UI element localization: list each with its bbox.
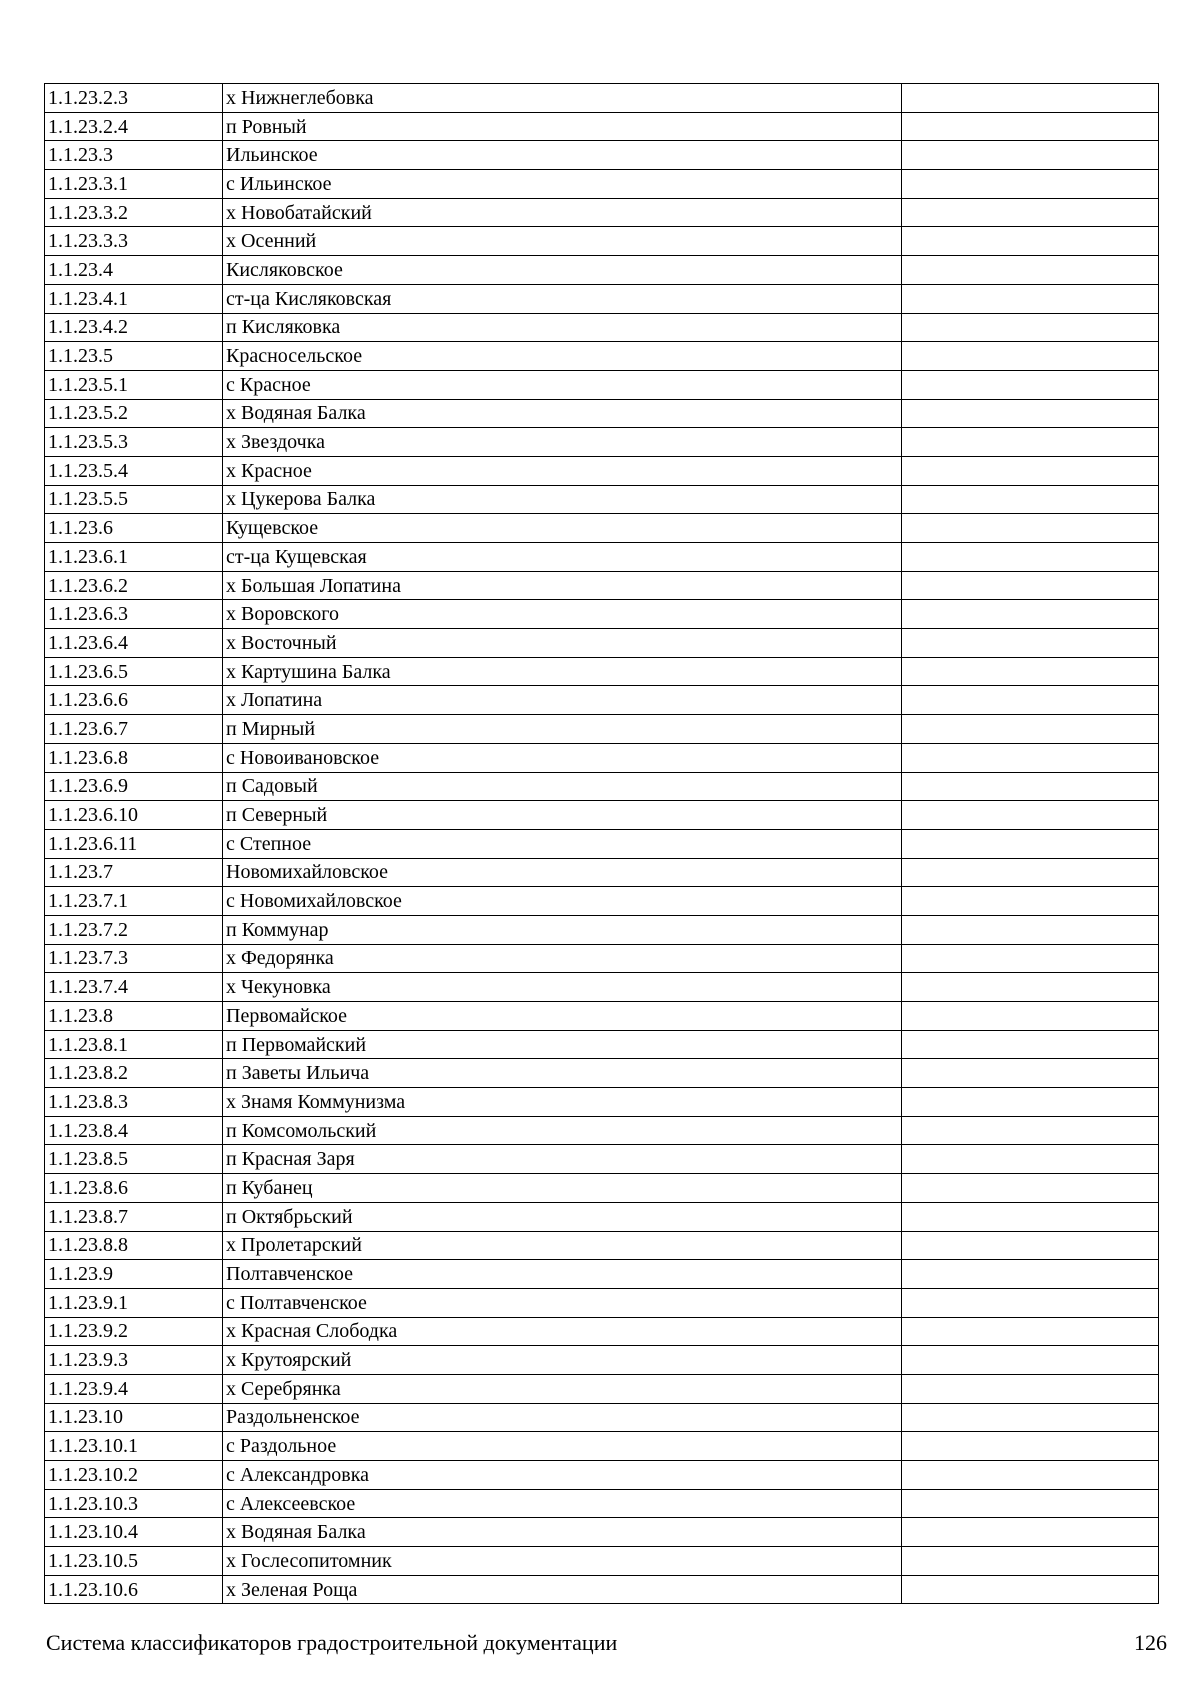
code-cell: 1.1.23.10.5	[45, 1547, 223, 1576]
extra-cell	[902, 141, 1159, 170]
table-row	[45, 600, 1159, 629]
table-row	[45, 772, 1159, 801]
code-cell: 1.1.23.8.4	[45, 1116, 223, 1145]
table-row	[45, 485, 1159, 514]
name-cell: п Комсомольский	[223, 1116, 902, 1145]
name-cell: х Картушина Балка	[223, 657, 902, 686]
code-cell: 1.1.23.8.5	[45, 1145, 223, 1174]
name-cell: п Коммунар	[223, 915, 902, 944]
table-row	[45, 629, 1159, 658]
extra-cell	[902, 1030, 1159, 1059]
code-cell: 1.1.23.3.2	[45, 198, 223, 227]
code-cell: 1.1.23.4.1	[45, 284, 223, 313]
code-cell: 1.1.23.5.5	[45, 485, 223, 514]
name-cell: Полтавченское	[223, 1260, 902, 1289]
table-row	[45, 1145, 1159, 1174]
code-cell: 1.1.23.3.3	[45, 227, 223, 256]
table-row	[45, 858, 1159, 887]
table-row	[45, 1317, 1159, 1346]
extra-cell	[902, 284, 1159, 313]
extra-cell	[902, 227, 1159, 256]
table-row	[45, 657, 1159, 686]
name-cell: п Садовый	[223, 772, 902, 801]
extra-cell	[902, 256, 1159, 285]
code-cell: 1.1.23.5	[45, 342, 223, 371]
extra-cell	[902, 1202, 1159, 1231]
code-cell: 1.1.23.6.7	[45, 715, 223, 744]
extra-cell	[902, 600, 1159, 629]
code-cell: 1.1.23.7.1	[45, 887, 223, 916]
extra-cell	[902, 1518, 1159, 1547]
code-cell: 1.1.23.3.1	[45, 170, 223, 199]
extra-cell	[902, 1260, 1159, 1289]
code-cell: 1.1.23.8.2	[45, 1059, 223, 1088]
code-cell: 1.1.23.7.4	[45, 973, 223, 1002]
code-cell: 1.1.23.9.1	[45, 1288, 223, 1317]
classifier-table	[44, 83, 1159, 1604]
table-row	[45, 1088, 1159, 1117]
name-cell: п Кубанец	[223, 1174, 902, 1203]
table-row	[45, 973, 1159, 1002]
code-cell: 1.1.23.6.2	[45, 571, 223, 600]
name-cell: с Ильинское	[223, 170, 902, 199]
page-number: 126	[1134, 1630, 1167, 1655]
name-cell: Красносельское	[223, 342, 902, 371]
extra-cell	[902, 801, 1159, 830]
code-cell: 1.1.23.7.2	[45, 915, 223, 944]
code-cell: 1.1.23.6.9	[45, 772, 223, 801]
extra-cell	[902, 399, 1159, 428]
extra-cell	[902, 313, 1159, 342]
code-cell: 1.1.23.10.3	[45, 1489, 223, 1518]
extra-cell	[902, 657, 1159, 686]
code-cell: 1.1.23.7.3	[45, 944, 223, 973]
table-row	[45, 715, 1159, 744]
name-cell: п Кисляковка	[223, 313, 902, 342]
extra-cell	[902, 1145, 1159, 1174]
extra-cell	[902, 84, 1159, 113]
extra-cell	[902, 629, 1159, 658]
table-row	[45, 428, 1159, 457]
name-cell: с Красное	[223, 370, 902, 399]
extra-cell	[902, 973, 1159, 1002]
table-row	[45, 170, 1159, 199]
code-cell: 1.1.23.10.4	[45, 1518, 223, 1547]
code-cell: 1.1.23.6.10	[45, 801, 223, 830]
table-row	[45, 227, 1159, 256]
table-row	[45, 1489, 1159, 1518]
table-row	[45, 1346, 1159, 1375]
extra-cell	[902, 829, 1159, 858]
table-row	[45, 1174, 1159, 1203]
table-row	[45, 944, 1159, 973]
table-row	[45, 543, 1159, 572]
code-cell: 1.1.23.6.3	[45, 600, 223, 629]
name-cell: с Раздольное	[223, 1432, 902, 1461]
name-cell: п Первомайский	[223, 1030, 902, 1059]
name-cell: х Красное	[223, 456, 902, 485]
table-row	[45, 370, 1159, 399]
name-cell: Кисляковское	[223, 256, 902, 285]
extra-cell	[902, 485, 1159, 514]
code-cell: 1.1.23.6.8	[45, 743, 223, 772]
code-cell: 1.1.23.6.5	[45, 657, 223, 686]
table-row	[45, 342, 1159, 371]
name-cell: х Лопатина	[223, 686, 902, 715]
code-cell: 1.1.23.6.11	[45, 829, 223, 858]
table-row	[45, 313, 1159, 342]
extra-cell	[902, 1002, 1159, 1031]
extra-cell	[902, 1317, 1159, 1346]
extra-cell	[902, 858, 1159, 887]
extra-cell	[902, 1231, 1159, 1260]
table-row	[45, 284, 1159, 313]
name-cell: Раздольненское	[223, 1403, 902, 1432]
table-row	[45, 141, 1159, 170]
name-cell: ст-ца Кущевская	[223, 543, 902, 572]
table-row	[45, 1461, 1159, 1490]
name-cell: х Крутоярский	[223, 1346, 902, 1375]
code-cell: 1.1.23.3	[45, 141, 223, 170]
name-cell: х Зеленая Роща	[223, 1575, 902, 1604]
code-cell: 1.1.23.9	[45, 1260, 223, 1289]
extra-cell	[902, 543, 1159, 572]
name-cell: х Пролетарский	[223, 1231, 902, 1260]
name-cell: п Ровный	[223, 112, 902, 141]
footer-title: Система классификаторов градостроительной документации	[46, 1630, 618, 1655]
code-cell: 1.1.23.6.1	[45, 543, 223, 572]
name-cell: Первомайское	[223, 1002, 902, 1031]
table-row	[45, 829, 1159, 858]
code-cell: 1.1.23.2.3	[45, 84, 223, 113]
table-row	[45, 1059, 1159, 1088]
code-cell: 1.1.23.10.6	[45, 1575, 223, 1604]
table-row	[45, 1202, 1159, 1231]
extra-cell	[902, 1288, 1159, 1317]
name-cell: х Красная Слободка	[223, 1317, 902, 1346]
name-cell: х Гослесопитомник	[223, 1547, 902, 1576]
table-row	[45, 571, 1159, 600]
extra-cell	[902, 1575, 1159, 1604]
table-row	[45, 743, 1159, 772]
name-cell: х Водяная Балка	[223, 399, 902, 428]
extra-cell	[902, 1374, 1159, 1403]
name-cell: х Чекуновка	[223, 973, 902, 1002]
table-row	[45, 1547, 1159, 1576]
name-cell: х Серебрянка	[223, 1374, 902, 1403]
extra-cell	[902, 514, 1159, 543]
name-cell: Новомихайловское	[223, 858, 902, 887]
table-row	[45, 1288, 1159, 1317]
name-cell: с Полтавченское	[223, 1288, 902, 1317]
code-cell: 1.1.23.8.6	[45, 1174, 223, 1203]
table-row	[45, 84, 1159, 113]
extra-cell	[902, 170, 1159, 199]
name-cell: х Цукерова Балка	[223, 485, 902, 514]
code-cell: 1.1.23.9.2	[45, 1317, 223, 1346]
code-cell: 1.1.23.5.4	[45, 456, 223, 485]
name-cell: п Заветы Ильича	[223, 1059, 902, 1088]
name-cell: с Новомихайловское	[223, 887, 902, 916]
table-row	[45, 112, 1159, 141]
name-cell: х Водяная Балка	[223, 1518, 902, 1547]
table-row	[45, 1432, 1159, 1461]
table-row	[45, 1575, 1159, 1604]
extra-cell	[902, 456, 1159, 485]
table-row	[45, 1403, 1159, 1432]
code-cell: 1.1.23.6.6	[45, 686, 223, 715]
extra-cell	[902, 715, 1159, 744]
extra-cell	[902, 1174, 1159, 1203]
name-cell: х Воровского	[223, 600, 902, 629]
extra-cell	[902, 428, 1159, 457]
extra-cell	[902, 370, 1159, 399]
code-cell: 1.1.23.2.4	[45, 112, 223, 141]
extra-cell	[902, 772, 1159, 801]
table-row	[45, 198, 1159, 227]
extra-cell	[902, 743, 1159, 772]
name-cell: п Октябрьский	[223, 1202, 902, 1231]
code-cell: 1.1.23.8.7	[45, 1202, 223, 1231]
extra-cell	[902, 1461, 1159, 1490]
name-cell: х Большая Лопатина	[223, 571, 902, 600]
code-cell: 1.1.23.9.4	[45, 1374, 223, 1403]
code-cell: 1.1.23.5.2	[45, 399, 223, 428]
extra-cell	[902, 915, 1159, 944]
code-cell: 1.1.23.8.3	[45, 1088, 223, 1117]
name-cell: х Знамя Коммунизма	[223, 1088, 902, 1117]
extra-cell	[902, 1116, 1159, 1145]
code-cell: 1.1.23.8.8	[45, 1231, 223, 1260]
table-row	[45, 1374, 1159, 1403]
table-row	[45, 686, 1159, 715]
name-cell: х Осенний	[223, 227, 902, 256]
table-row	[45, 1518, 1159, 1547]
extra-cell	[902, 198, 1159, 227]
name-cell: с Степное	[223, 829, 902, 858]
name-cell: Ильинское	[223, 141, 902, 170]
code-cell: 1.1.23.10.1	[45, 1432, 223, 1461]
extra-cell	[902, 1059, 1159, 1088]
code-cell: 1.1.23.10	[45, 1403, 223, 1432]
extra-cell	[902, 1403, 1159, 1432]
table-row	[45, 801, 1159, 830]
code-cell: 1.1.23.7	[45, 858, 223, 887]
name-cell: п Мирный	[223, 715, 902, 744]
code-cell: 1.1.23.8	[45, 1002, 223, 1031]
name-cell: х Федорянка	[223, 944, 902, 973]
table-row	[45, 1116, 1159, 1145]
code-cell: 1.1.23.5.1	[45, 370, 223, 399]
name-cell: Кущевское	[223, 514, 902, 543]
extra-cell	[902, 887, 1159, 916]
name-cell: х Нижнеглебовка	[223, 84, 902, 113]
name-cell: х Новобатайский	[223, 198, 902, 227]
code-cell: 1.1.23.4.2	[45, 313, 223, 342]
table-row	[45, 1260, 1159, 1289]
extra-cell	[902, 342, 1159, 371]
code-cell: 1.1.23.10.2	[45, 1461, 223, 1490]
table-row	[45, 1231, 1159, 1260]
extra-cell	[902, 1346, 1159, 1375]
extra-cell	[902, 1088, 1159, 1117]
extra-cell	[902, 1489, 1159, 1518]
name-cell: с Александровка	[223, 1461, 902, 1490]
extra-cell	[902, 1547, 1159, 1576]
classifier-table-body	[45, 84, 1159, 1604]
extra-cell	[902, 686, 1159, 715]
code-cell: 1.1.23.5.3	[45, 428, 223, 457]
name-cell: х Восточный	[223, 629, 902, 658]
extra-cell	[902, 1432, 1159, 1461]
table-row	[45, 1030, 1159, 1059]
code-cell: 1.1.23.9.3	[45, 1346, 223, 1375]
name-cell: ст-ца Кисляковская	[223, 284, 902, 313]
extra-cell	[902, 112, 1159, 141]
table-row	[45, 887, 1159, 916]
name-cell: п Красная Заря	[223, 1145, 902, 1174]
name-cell: с Новоивановское	[223, 743, 902, 772]
name-cell: п Северный	[223, 801, 902, 830]
code-cell: 1.1.23.6	[45, 514, 223, 543]
table-row	[45, 1002, 1159, 1031]
table-row	[45, 399, 1159, 428]
code-cell: 1.1.23.6.4	[45, 629, 223, 658]
table-row	[45, 514, 1159, 543]
name-cell: с Алексеевское	[223, 1489, 902, 1518]
extra-cell	[902, 944, 1159, 973]
table-row	[45, 456, 1159, 485]
extra-cell	[902, 571, 1159, 600]
name-cell: х Звездочка	[223, 428, 902, 457]
table-row	[45, 256, 1159, 285]
table-row	[45, 915, 1159, 944]
code-cell: 1.1.23.8.1	[45, 1030, 223, 1059]
code-cell: 1.1.23.4	[45, 256, 223, 285]
